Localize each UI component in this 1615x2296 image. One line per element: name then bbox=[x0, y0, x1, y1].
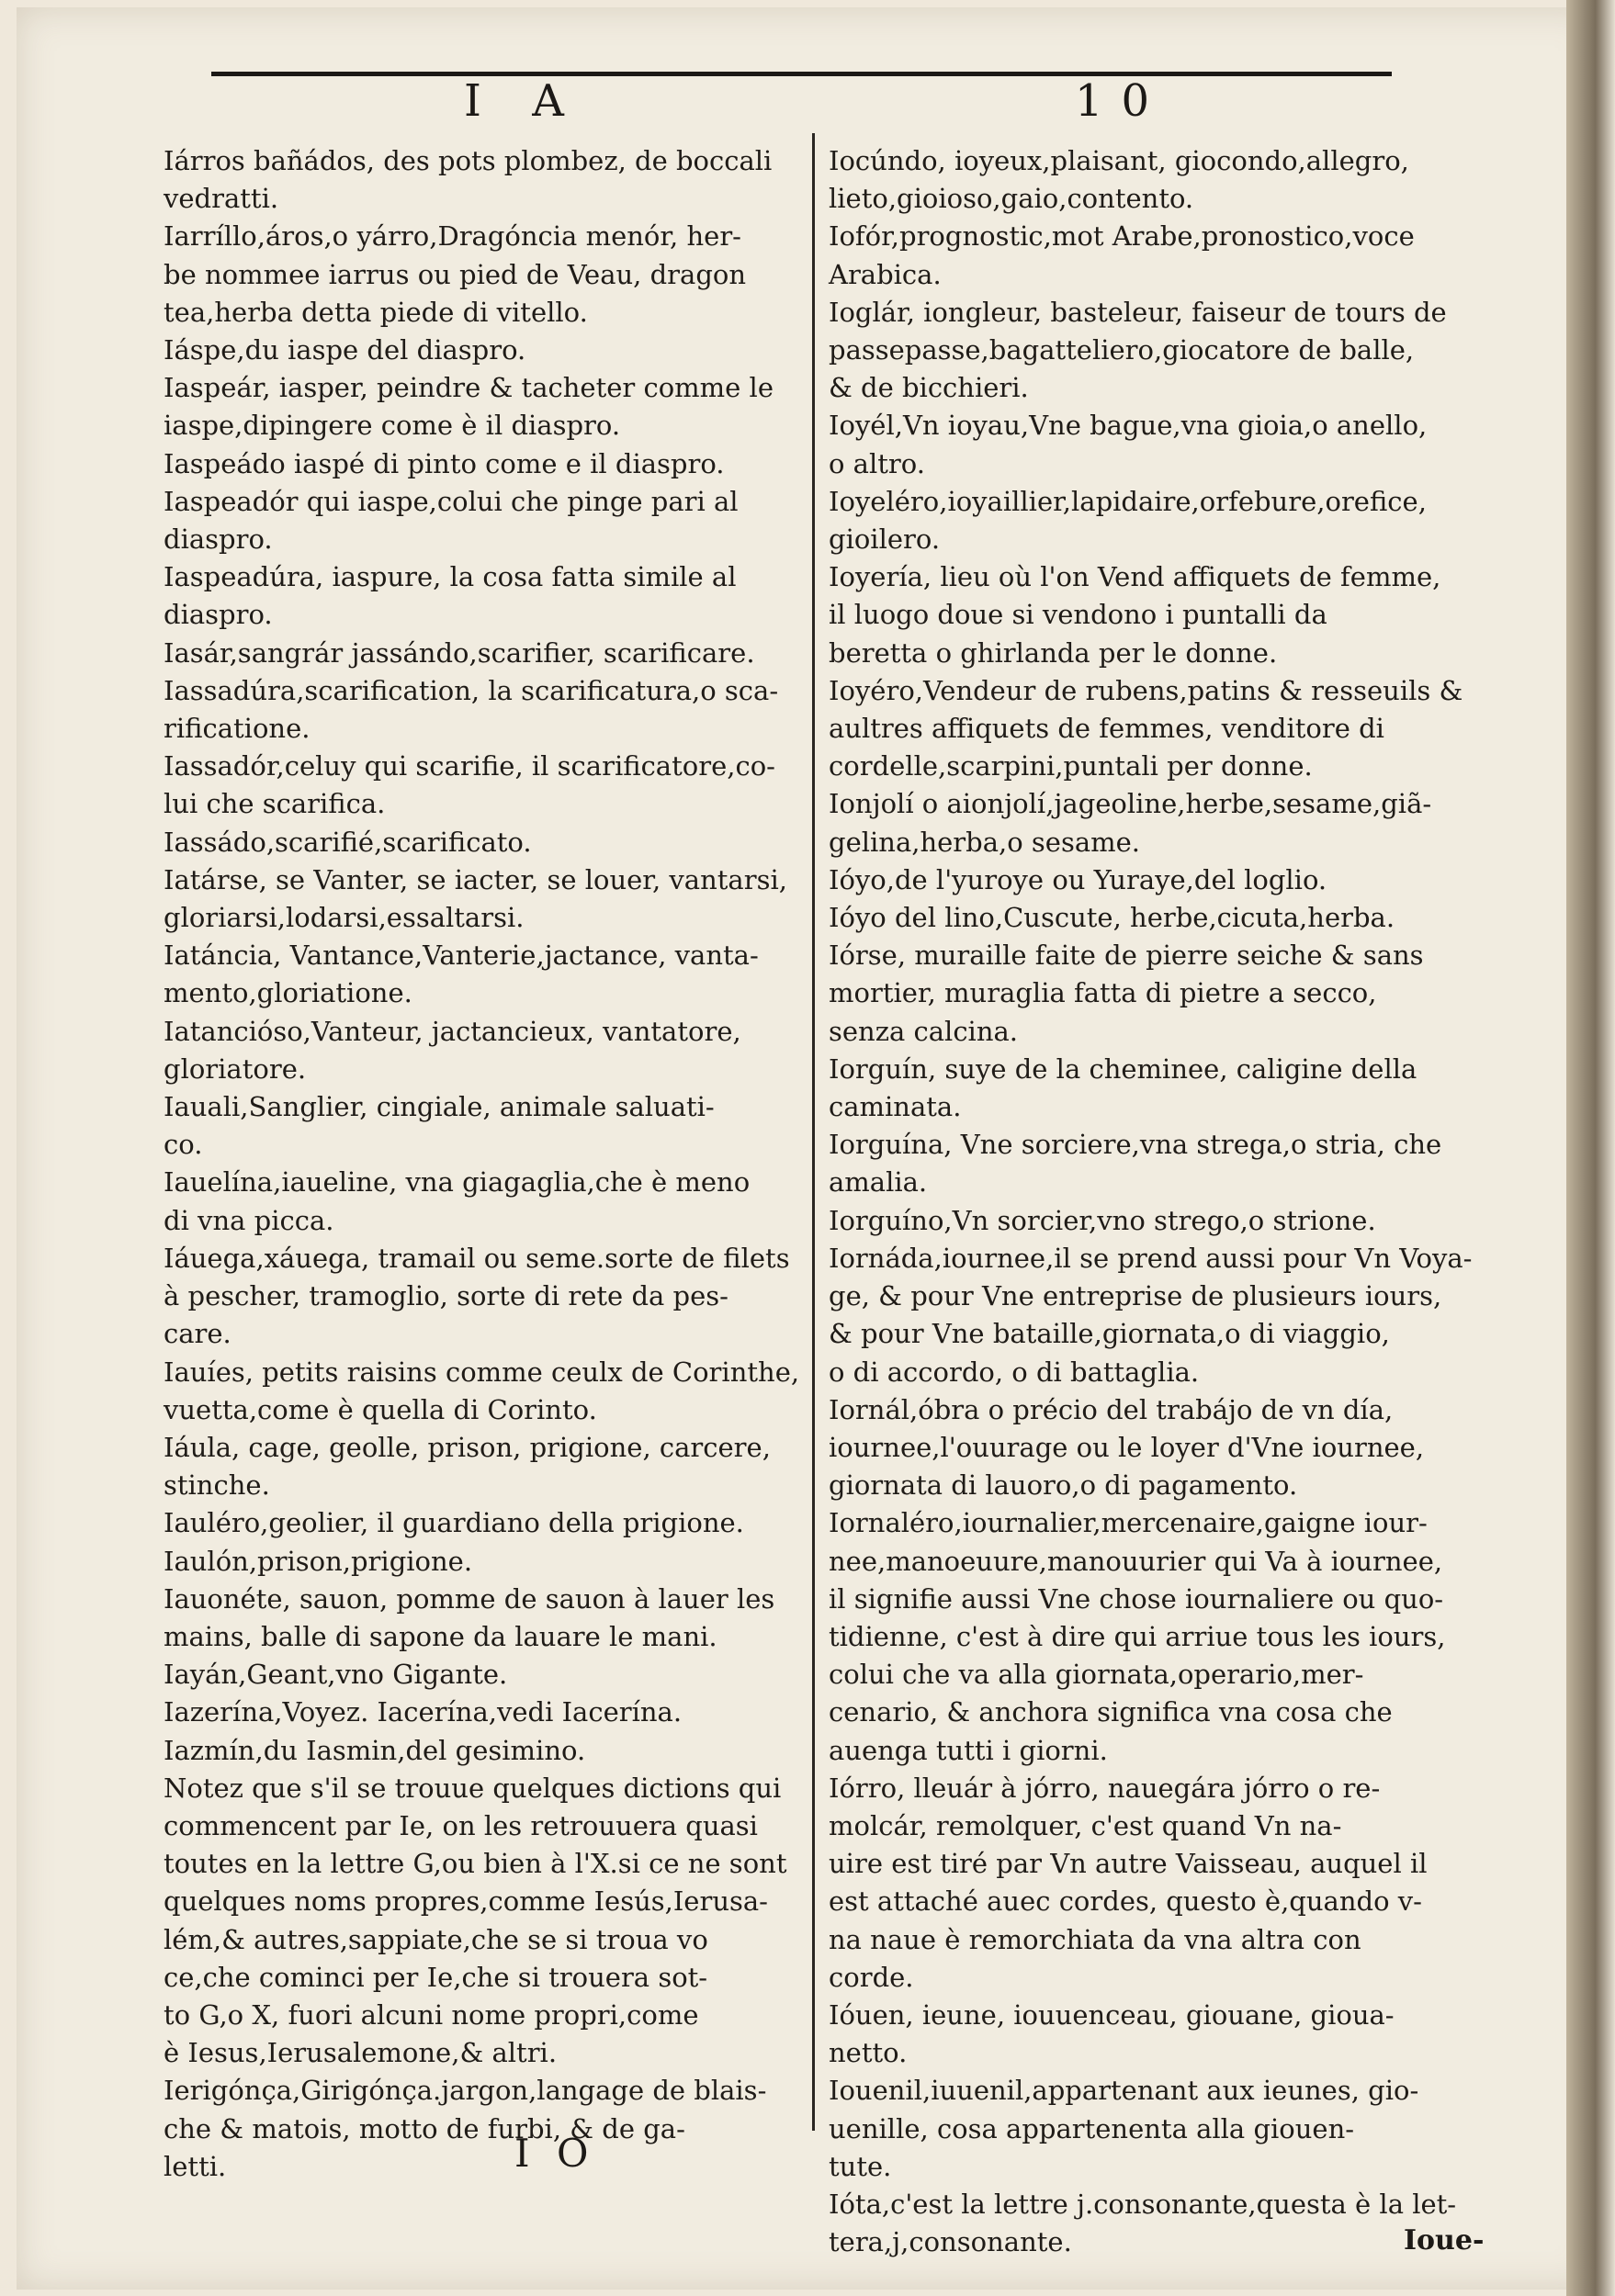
page-edge bbox=[1566, 0, 1615, 2296]
entry-line: molcár, remolquer, c'est quand Vn na- bbox=[829, 1809, 1342, 1841]
entry-line: vedratti. bbox=[164, 183, 279, 215]
entry-line: Iáuega,xáuega, tramail ou seme.sorte de filets bbox=[164, 1242, 790, 1274]
dictionary-entry bbox=[164, 1656, 797, 1694]
dictionary-entry bbox=[164, 937, 797, 1012]
entry-line: Iórro, lleuár à jórro, nauegára jórro o re- bbox=[829, 1772, 1381, 1804]
entry-line: quelques noms propres,comme Iesús,Ierusa- bbox=[164, 1885, 768, 1918]
right-column bbox=[829, 142, 1504, 2261]
entry-line: Iarríllo,áros,o yárro,Dragóncia menór, her- bbox=[164, 220, 741, 253]
dictionary-entry bbox=[829, 2186, 1504, 2261]
entry-line: be nommee iarrus ou pied de Veau, dragon bbox=[164, 258, 747, 290]
entry-line: nee,manoeuure,manouurier qui Va à iournee, bbox=[829, 1545, 1443, 1577]
dictionary-entry bbox=[829, 1126, 1504, 1201]
entry-line: Ióyo del lino,Cuscute, herbe,cicuta,herba. bbox=[829, 902, 1395, 934]
entry-line: ce,che cominci per Ie,che si trouera sot- bbox=[164, 1961, 708, 1993]
catchword: Ioue- bbox=[1404, 2224, 1485, 2257]
entry-line: cenario, & anchora significa vna cosa che bbox=[829, 1696, 1393, 1728]
entry-line: Iornaléro,iournalier,mercenaire,gaigne iour- bbox=[829, 1507, 1428, 1539]
dictionary-entry bbox=[164, 635, 797, 672]
entry-line: auenga tutti i giorni. bbox=[829, 1734, 1108, 1766]
entry-line: Ioyeléro,ioyaillier,lapidaire,orfebure,orefice, bbox=[829, 485, 1427, 517]
dictionary-entry bbox=[829, 1240, 1504, 1391]
dictionary-entry bbox=[164, 483, 797, 558]
entry-line: Iorguín, suye de la cheminee, caligine della bbox=[829, 1052, 1417, 1085]
dictionary-entry bbox=[829, 1504, 1504, 1769]
entry-line: Iauonéte, sauon, pomme de sauon à lauer les bbox=[164, 1582, 775, 1615]
dictionary-entry bbox=[164, 1770, 797, 2073]
dictionary-entry bbox=[829, 1051, 1504, 1126]
header-rule bbox=[211, 72, 1392, 76]
dictionary-entry bbox=[829, 899, 1504, 937]
dictionary-entry bbox=[164, 142, 797, 218]
entry-line: Iaspeadúra, iaspure, la cosa fatta simile al bbox=[164, 561, 737, 593]
entry-line: diaspro. bbox=[164, 523, 273, 556]
dictionary-entry bbox=[164, 1732, 797, 1770]
dictionary-entry bbox=[829, 785, 1504, 861]
entry-line: corde. bbox=[829, 1961, 914, 1993]
dictionary-entry bbox=[164, 672, 797, 748]
entry-line: Iassádo,scarifié,scarificato. bbox=[164, 826, 532, 858]
running-head-page-number: 10 bbox=[1075, 75, 1169, 127]
entry-line: Notez que s'il se trouue quelques dictions qui bbox=[164, 1772, 782, 1804]
entry-line: rificatione. bbox=[164, 713, 311, 745]
entry-line: giornata di lauoro,o di pagamento. bbox=[829, 1469, 1298, 1502]
dictionary-entry bbox=[164, 748, 797, 823]
entry-line: Iauelína,iaueline, vna giagaglia,che è meno bbox=[164, 1166, 751, 1199]
dictionary-entry bbox=[829, 672, 1504, 786]
entry-line: gelina,herba,o sesame. bbox=[829, 826, 1141, 858]
entry-line: Iaspeadór qui iaspe,colui che pinge pari al bbox=[164, 485, 739, 517]
entry-line: Iornál,óbra o précio del trabájo de vn día, bbox=[829, 1393, 1394, 1425]
entry-line: Ioyéro,Vendeur de rubens,patins & resseuils & bbox=[829, 674, 1463, 706]
entry-line: ge, & pour Vne entreprise de plusieurs iours, bbox=[829, 1280, 1442, 1312]
entry-line: tidienne, c'est à dire qui arriue tous les iours, bbox=[829, 1620, 1446, 1652]
dictionary-entry bbox=[164, 369, 797, 445]
entry-line: gioilero. bbox=[829, 523, 941, 556]
column-divider bbox=[812, 133, 815, 2131]
dictionary-entry bbox=[829, 294, 1504, 408]
entry-line: Ionjolí o aionjolí,jageoline,herbe,sesame,giã- bbox=[829, 788, 1432, 820]
entry-line: Ióta,c'est la lettre j.consonante,questa è la let- bbox=[829, 2188, 1457, 2220]
entry-line: Iauíes, petits raisins comme ceulx de Corinthe, bbox=[164, 1356, 800, 1388]
entry-line: Arabica. bbox=[829, 258, 942, 290]
entry-line: Iayán,Geant,vno Gigante. bbox=[164, 1659, 508, 1691]
dictionary-entry bbox=[829, 1391, 1504, 1505]
entry-line: uenille, cosa appartenenta alla giouen- bbox=[829, 2112, 1355, 2144]
entry-line: Iasár,sangrár jassándo,scarifier, scarificare. bbox=[164, 636, 755, 669]
entry-line: tea,herba detta piede di vitello. bbox=[164, 296, 588, 328]
entry-line: mortier, muraglia fatta di pietre a secco, bbox=[829, 977, 1377, 1009]
entry-line: tute. bbox=[829, 2150, 892, 2182]
entry-line: Iassadór,celuy qui scarifie, il scarificatore,co- bbox=[164, 750, 775, 782]
entry-line: Iaulón,prison,prigione. bbox=[164, 1545, 473, 1577]
entry-line: Iáspe,du iaspe del diaspro. bbox=[164, 334, 526, 366]
entry-line: il signifie aussi Vne chose iournaliere ou quo- bbox=[829, 1582, 1444, 1615]
dictionary-entry bbox=[164, 218, 797, 332]
dictionary-entry bbox=[829, 1997, 1504, 2072]
entry-line: Iáula, cage, geolle, prison, prigione, carcere, bbox=[164, 1431, 771, 1463]
dictionary-entry bbox=[829, 861, 1504, 899]
running-head-left: I A bbox=[464, 75, 582, 127]
entry-line: gloriatore. bbox=[164, 1052, 307, 1085]
entry-line: tera,j,consonante. bbox=[829, 2226, 1072, 2258]
dictionary-entry bbox=[164, 1543, 797, 1581]
entry-line: Iassadúra,scarification, la scarificatura,o sca- bbox=[164, 674, 779, 706]
entry-line: che & matois, motto de furbi, & de ga- bbox=[164, 2112, 685, 2144]
dictionary-entry bbox=[164, 1164, 797, 1239]
entry-line: il luogo doue si vendono i puntalli da bbox=[829, 599, 1327, 631]
entry-line: cordelle,scarpini,puntali per donne. bbox=[829, 750, 1313, 782]
entry-line: lieto,gioioso,gaio,contento. bbox=[829, 183, 1194, 215]
entry-line: Iauali,Sanglier, cingiale, animale saluati- bbox=[164, 1091, 715, 1123]
entry-line: di vna picca. bbox=[164, 1204, 334, 1236]
entry-line: colui che va alla giornata,operario,mer- bbox=[829, 1659, 1364, 1691]
entry-line: à pescher, tramoglio, sorte di rete da pes- bbox=[164, 1280, 728, 1312]
entry-line: uire est tiré par Vn autre Vaisseau, auquel il bbox=[829, 1848, 1428, 1880]
dictionary-entry bbox=[829, 1202, 1504, 1240]
dictionary-entry bbox=[829, 2072, 1504, 2186]
entry-line: stinche. bbox=[164, 1469, 270, 1502]
entry-line: Iauléro,geolier, il guardiano della prigione. bbox=[164, 1507, 744, 1539]
entry-line: Iórse, muraille faite de pierre seiche & sans bbox=[829, 940, 1424, 972]
entry-line: mains, balle di sapone da lauare le mani. bbox=[164, 1620, 717, 1652]
entry-line: iournee,l'ouurage ou le loyer d'Vne iournee, bbox=[829, 1431, 1425, 1463]
entry-line: Ióuen, ieune, iouuenceau, giouane, gioua- bbox=[829, 1998, 1395, 2031]
dictionary-entry bbox=[164, 1504, 797, 1542]
dictionary-entry bbox=[164, 1013, 797, 1088]
entry-line: Ioglár, iongleur, basteleur, faiseur de tours de bbox=[829, 296, 1447, 328]
entry-line: lui che scarifica. bbox=[164, 788, 386, 820]
entry-line: toutes en la lettre G,ou bien à l'X.si ce ne sont bbox=[164, 1848, 787, 1880]
entry-line: co. bbox=[164, 1129, 203, 1161]
entry-line: & pour Vne bataille,giornata,o di viaggio, bbox=[829, 1318, 1390, 1350]
entry-line: passepasse,bagatteliero,giocatore de balle, bbox=[829, 334, 1415, 366]
entry-line: iaspe,dipingere come è il diaspro. bbox=[164, 410, 621, 442]
dictionary-entry bbox=[829, 1770, 1504, 1997]
entry-line: & de bicchieri. bbox=[829, 372, 1029, 404]
entry-line: Iaspeádo iaspé di pinto come e il diaspro. bbox=[164, 447, 725, 479]
entry-line: letti. bbox=[164, 2150, 227, 2182]
entry-line: Iouenil,iuuenil,appartenant aux ieunes, gio- bbox=[829, 2075, 1419, 2107]
dictionary-entry bbox=[164, 332, 797, 369]
entry-line: Ierigónça,Girigónça.jargon,langage de blais- bbox=[164, 2075, 767, 2107]
dictionary-entry bbox=[829, 937, 1504, 1051]
entry-line: Iatáncia, Vantance,Vanterie,jactance, vanta- bbox=[164, 940, 759, 972]
entry-line: lém,& autres,sappiate,che se si troua vo bbox=[164, 1923, 708, 1955]
entry-line: aultres affiquets de femmes, venditore di bbox=[829, 713, 1384, 745]
dictionary-entry bbox=[164, 2072, 797, 2186]
entry-line: vuetta,come è quella di Corinto. bbox=[164, 1393, 597, 1425]
dictionary-entry bbox=[829, 142, 1504, 218]
entry-line: è Iesus,Ierusalemone,& altri. bbox=[164, 2037, 558, 2069]
entry-line: Ióyo,de l'yuroye ou Yuraye,del loglio. bbox=[829, 863, 1327, 895]
entry-line: Iaspeár, iasper, peindre & tacheter comme le bbox=[164, 372, 774, 404]
folio-number: I O bbox=[514, 2131, 596, 2176]
entry-line: Iazerína,Voyez. Iacerína,vedi Iacerína. bbox=[164, 1696, 683, 1728]
entry-line: Iofór,prognostic,mot Arabe,pronostico,voce bbox=[829, 220, 1415, 253]
entry-line: est attaché auec cordes, questo è,quando v- bbox=[829, 1885, 1422, 1918]
entry-line: commencent par Ie, on les retrouuera quasi bbox=[164, 1809, 758, 1841]
entry-line: care. bbox=[164, 1318, 232, 1350]
dictionary-entry bbox=[164, 1429, 797, 1504]
entry-line: diaspro. bbox=[164, 599, 273, 631]
dictionary-entry bbox=[164, 1694, 797, 1731]
entry-line: Iorguína, Vne sorciere,vna strega,o stria, che bbox=[829, 1129, 1442, 1161]
entry-line: caminata. bbox=[829, 1091, 962, 1123]
dictionary-entry bbox=[164, 558, 797, 634]
dictionary-entry bbox=[164, 1240, 797, 1354]
entry-line: beretta o ghirlanda per le donne. bbox=[829, 636, 1278, 669]
dictionary-entry bbox=[829, 558, 1504, 672]
dictionary-entry bbox=[829, 407, 1504, 482]
entry-line: Iornáda,iournee,il se prend aussi pour Vn Voya- bbox=[829, 1242, 1473, 1274]
entry-line: Ioyería, lieu où l'on Vend affiquets de femme, bbox=[829, 561, 1441, 593]
dictionary-entry bbox=[829, 218, 1504, 293]
entry-line: netto. bbox=[829, 2037, 908, 2069]
entry-line: to G,o X, fuori alcuni nome propri,come bbox=[164, 1998, 699, 2031]
entry-line: gloriarsi,lodarsi,essaltarsi. bbox=[164, 902, 525, 934]
dictionary-entry bbox=[164, 445, 797, 483]
entry-line: Iorguíno,Vn sorcier,vno strego,o strione. bbox=[829, 1204, 1376, 1236]
left-column bbox=[164, 142, 800, 2186]
entry-line: Ioyél,Vn ioyau,Vne bague,vna gioia,o anello, bbox=[829, 410, 1428, 442]
entry-line: senza calcina. bbox=[829, 1015, 1019, 1047]
entry-line: Iatárse, se Vanter, se iacter, se louer, vantarsi, bbox=[164, 863, 787, 895]
entry-line: Iocúndo, ioyeux,plaisant, giocondo,allegro, bbox=[829, 145, 1409, 176]
dictionary-entry bbox=[164, 1088, 797, 1164]
dictionary-entry bbox=[164, 1581, 797, 1656]
entry-line: Iatancióso,Vanteur, jactancieux, vantatore, bbox=[164, 1015, 741, 1047]
entry-line: o altro. bbox=[829, 447, 925, 479]
dictionary-entry bbox=[164, 1354, 800, 1429]
entry-line: amalia. bbox=[829, 1166, 928, 1199]
dictionary-entry bbox=[164, 824, 797, 861]
entry-line: na naue è remorchiata da vna altra con bbox=[829, 1923, 1361, 1955]
entry-line: o di accordo, o di battaglia. bbox=[829, 1356, 1200, 1388]
entry-line: Iárros bañádos, des pots plombez, de boccali bbox=[164, 145, 773, 176]
dictionary-entry bbox=[829, 483, 1504, 558]
entry-line: Iazmín,du Iasmin,del gesimino. bbox=[164, 1734, 586, 1766]
entry-line: mento,gloriatione. bbox=[164, 977, 412, 1009]
dictionary-entry bbox=[164, 861, 797, 937]
